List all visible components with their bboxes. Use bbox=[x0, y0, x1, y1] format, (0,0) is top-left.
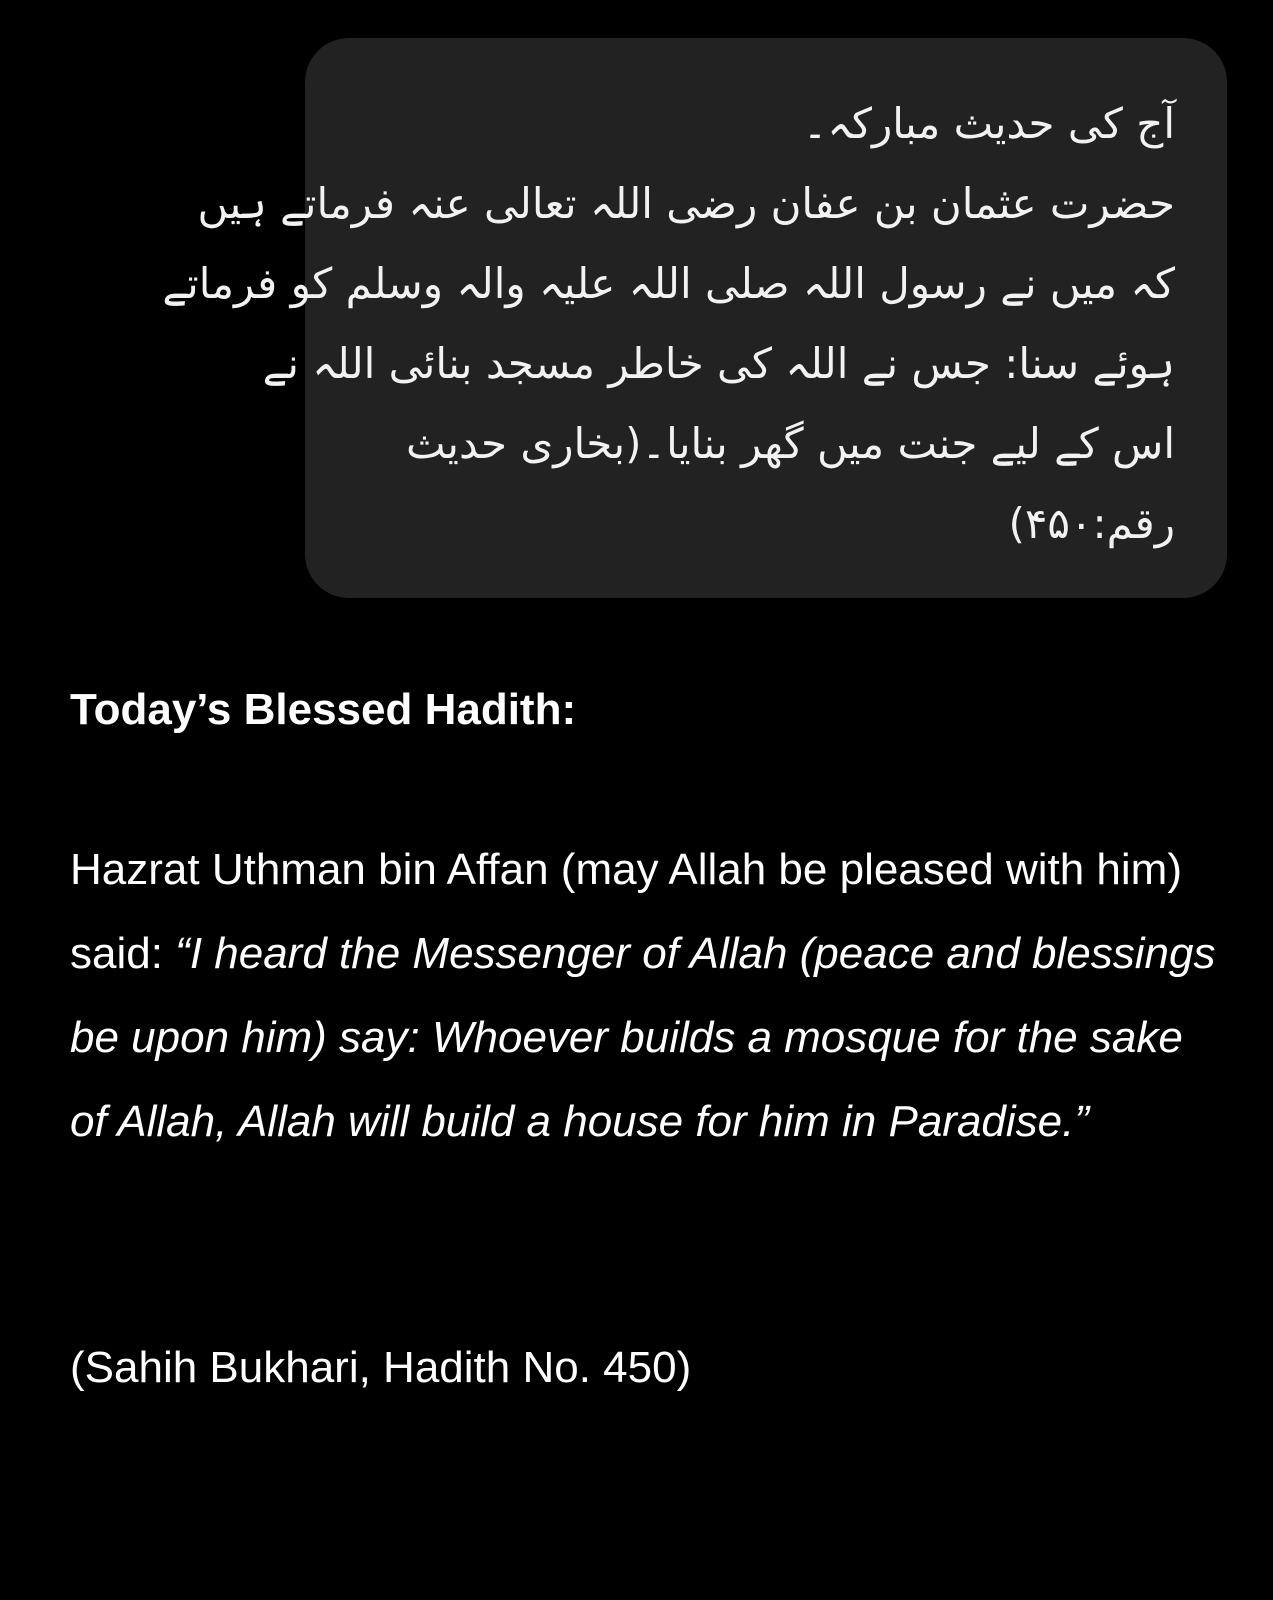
urdu-message-text bbox=[162, 84, 1175, 564]
urdu-line-1: آج کی حدیث مبارکہ۔ bbox=[802, 99, 1175, 148]
urdu-line-2: حضرت عثمان بن عفان رضی اللہ تعالی عنہ فرماتے ہیں bbox=[197, 179, 1175, 228]
translation-quote: “I heard the Messenger of Allah (peace and blessings be upon him) say: Whoever builds a mosque for the sake of Allah, Allah will build a house for him in Paradise.” bbox=[70, 929, 1216, 1146]
translation-paragraph bbox=[70, 828, 1230, 1164]
translation-citation: (Sahih Bukhari, Hadith No. 450) bbox=[70, 1343, 692, 1392]
urdu-line-4: ہوئے سنا: جس نے اللہ کی خاطر مسجد بنائی اللہ نے bbox=[262, 339, 1175, 388]
translation-heading: Today’s Blessed Hadith: bbox=[70, 685, 577, 734]
urdu-line-3: کہ میں نے رسول اللہ صلی اللہ علیہ والہ وسلم کو فرماتے bbox=[162, 259, 1175, 308]
urdu-line-6: رقم:۴۵۰) bbox=[1008, 499, 1175, 548]
urdu-message-bubble[interactable] bbox=[162, 38, 1227, 598]
urdu-line-5: اس کے لیے جنت میں گھر بنایا۔(بخاری حدیث bbox=[406, 419, 1175, 468]
english-translation bbox=[70, 680, 1230, 1392]
translation-intro: Hazrat Uthman bin Affan (may Allah be pleased with him) said: bbox=[70, 845, 1182, 978]
